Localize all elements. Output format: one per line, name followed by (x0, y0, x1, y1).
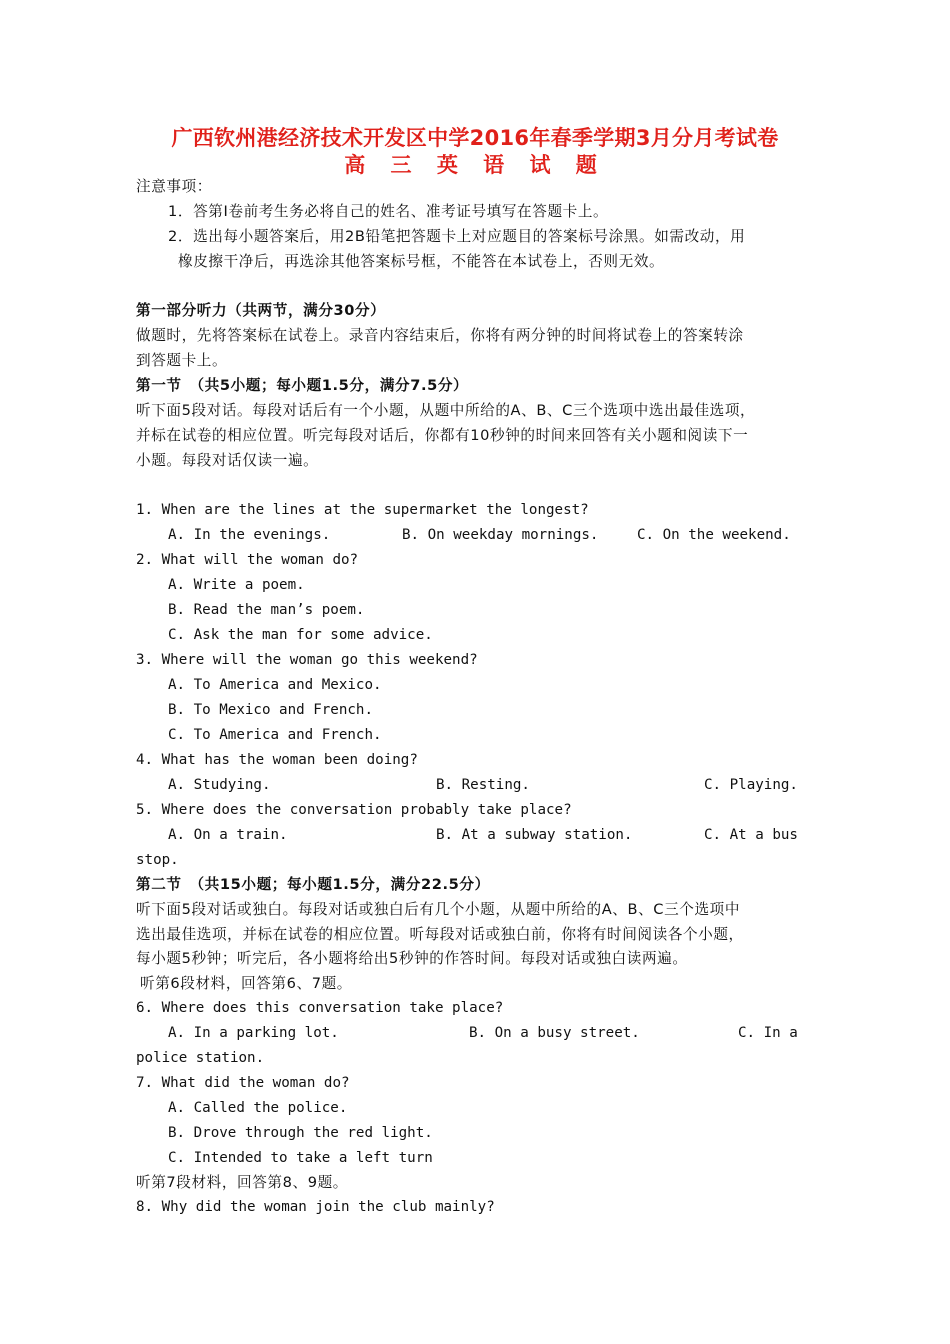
notice-item-1: 1．答第Ⅰ卷前考生务必将自己的姓名、准考证号填写在答题卡上。 (168, 203, 609, 220)
section1-intro-line1: 听下面5段对话。每段对话后有一个小题，从题中所给的A、B、C三个选项中选出最佳选项， (136, 402, 756, 419)
material-6-note: 听第6段材料，回答第6、7题。 (140, 975, 352, 992)
question-6-option-a: A. In a parking lot. (168, 1025, 339, 1041)
question-5-option-a: A. On a train. (168, 827, 288, 843)
question-4-option-c: C. Playing. (704, 777, 798, 793)
notice-item-2-line1: 2．选出每小题答案后，用2B铅笔把答题卡上对应题目的答案标号涂黑。如需改动，用 (168, 228, 746, 245)
question-4-stem: 4. What has the woman been doing? (136, 752, 418, 768)
question-1-option-b: B. On weekday mornings. (402, 527, 599, 543)
question-3-option-c: C. To America and French. (168, 727, 382, 743)
part1-heading: 第一部分听力（共两节，满分30分） (136, 302, 386, 319)
question-5-option-b: B. At a subway station. (436, 827, 633, 843)
question-2-stem: 2. What will the woman do? (136, 552, 359, 568)
question-3-stem: 3. Where will the woman go this weekend? (136, 652, 478, 668)
question-6-option-c-part1: C. In a (738, 1025, 798, 1041)
exam-subtitle: 高 三 英 语 试 题 (344, 153, 606, 177)
question-3-option-b: B. To Mexico and French. (168, 702, 373, 718)
part1-intro-line2: 到答题卡上。 (136, 352, 228, 369)
section2-intro-line2: 选出最佳选项，并标在试卷的相应位置。听每段对话或独白前，你将有时间阅读各个小题， (136, 926, 744, 943)
question-1-option-c: C. On the weekend. (637, 527, 791, 543)
question-7-option-c: C. Intended to take a left turn (168, 1150, 433, 1166)
question-5-stem: 5. Where does the conversation probably take place? (136, 802, 572, 818)
question-1-stem: 1. When are the lines at the supermarket the longest? (136, 502, 589, 518)
question-2-option-c: C. Ask the man for some advice. (168, 627, 433, 643)
section1-intro-line3: 小题。每段对话仅读一遍。 (136, 452, 319, 469)
question-4-option-a: A. Studying. (168, 777, 271, 793)
notice-item-2-line2: 橡皮擦干净后，再选涂其他答案标号框，不能答在本试卷上，否则无效。 (178, 253, 665, 270)
question-5-option-c-part1: C. At a bus (704, 827, 798, 843)
question-1-option-a: A. In the evenings. (168, 527, 331, 543)
question-2-option-a: A. Write a poem. (168, 577, 305, 593)
question-7-option-b: B. Drove through the red light. (168, 1125, 433, 1141)
notice-heading: 注意事项： (136, 178, 212, 195)
section2-intro-line1: 听下面5段对话或独白。每段对话或独白后有几个小题，从题中所给的A、B、C三个选项中 (136, 901, 741, 918)
question-2-option-b: B. Read the man’s poem. (168, 602, 365, 618)
question-6-stem: 6. Where does this conversation take place? (136, 1000, 504, 1016)
question-6-option-c-part2: police station. (136, 1050, 265, 1066)
question-5-option-c-part2: stop. (136, 852, 179, 868)
section2-intro-line3: 每小题5秒钟；听完后，各小题将给出5秒钟的作答时间。每段对话或独白读两遍。 (136, 950, 688, 967)
question-8-stem: 8. Why did the woman join the club mainly? (136, 1199, 495, 1215)
part1-intro-line1: 做题时，先将答案标在试卷上。录音内容结束后，你将有两分钟的时间将试卷上的答案转涂 (136, 327, 744, 344)
question-7-stem: 7. What did the woman do? (136, 1075, 350, 1091)
section1-heading: 第一节 （共5小题；每小题1.5分，满分7.5分） (136, 377, 469, 394)
section1-intro-line2: 并标在试卷的相应位置。听完每段对话后，你都有10秒钟的时间来回答有关小题和阅读下一 (136, 427, 749, 444)
question-6-option-b: B. On a busy street. (469, 1025, 640, 1041)
exam-title: 广西钦州港经济技术开发区中学2016年春季学期3月分月考试卷 (171, 126, 779, 150)
question-4-option-b: B. Resting. (436, 777, 530, 793)
section2-heading: 第二节 （共15小题；每小题1.5分，满分22.5分） (136, 876, 490, 893)
question-7-option-a: A. Called the police. (168, 1100, 348, 1116)
material-7-note: 听第7段材料，回答第8、9题。 (136, 1174, 348, 1191)
question-3-option-a: A. To America and Mexico. (168, 677, 382, 693)
